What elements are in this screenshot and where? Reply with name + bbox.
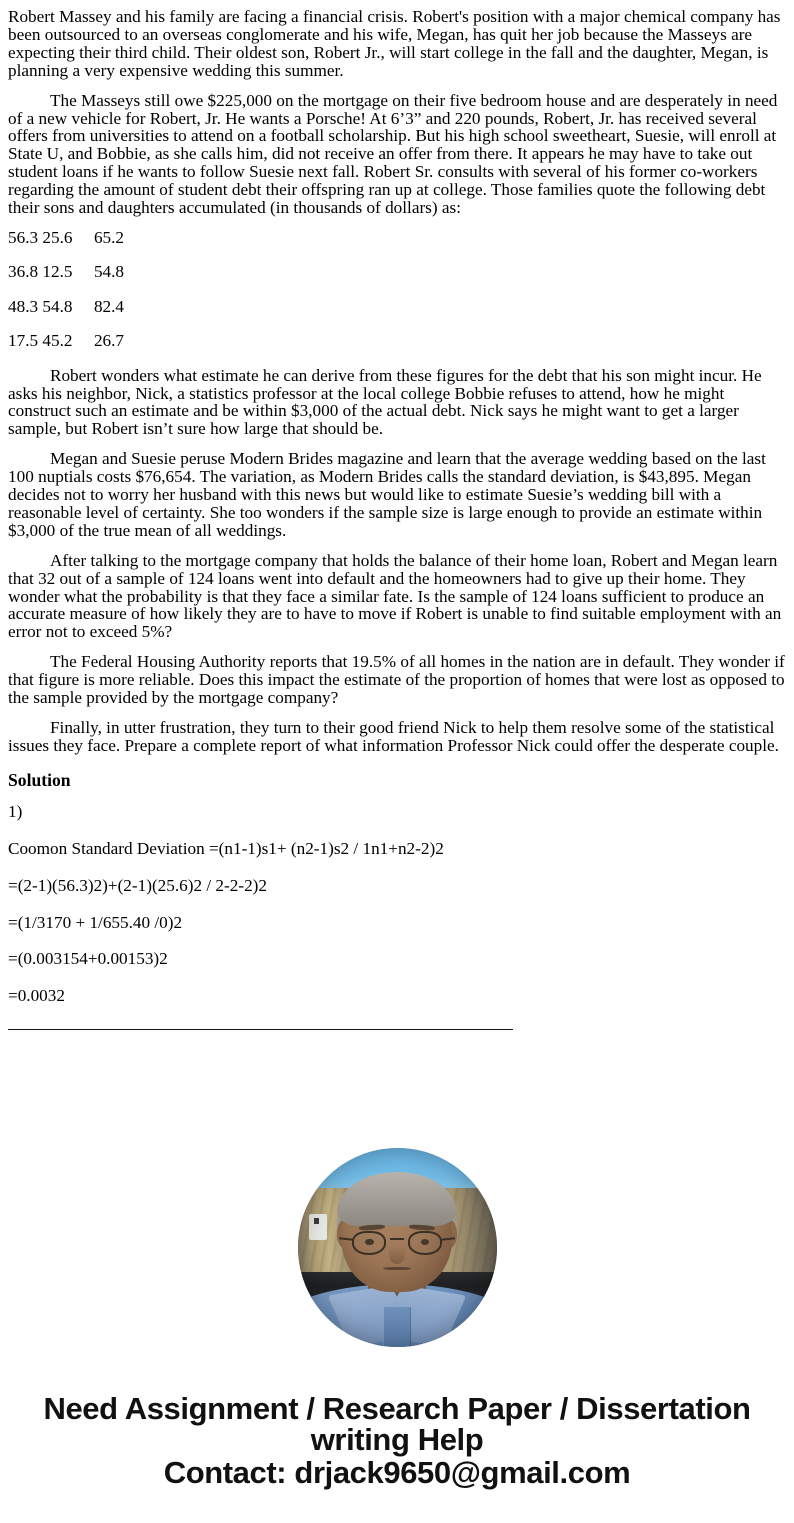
- solution-line-result: =0.0032: [8, 986, 65, 1006]
- data-row: 56.3 25.6 65.2: [8, 227, 125, 247]
- avatar-eyeglass-bridge: [390, 1238, 404, 1240]
- solution-line-formula: Coomon Standard Deviation =(n1-1)s1+ (n2-1)s2 / 1n1+n2-2)2: [8, 838, 444, 858]
- solution-line-formula: =(2-1)(56.3)2)+(2-1)(25.6)2 / 2-2-2)2: [8, 875, 267, 895]
- avatar-eyeglass-lens-right: [408, 1231, 442, 1255]
- paragraph-mortgage-and-debt: The Masseys still owe $225,000 on the mortgage on their five bedroom house and are desperately in need of a new vehicle for Robert, Jr. He wants a Porsche! At 6’3” and 220 pounds, Robert, Jr. has received several offers from universities to attend on a football scholarship. But his high school sweetheart, Suesie, will enroll at State U, and Bobbie, as she calls him, did not receive an offer from there. It appears he may have to take out student loans if he wants to follow Suesie next fall. Robert Sr. consults with several of his former co-workers regarding the amount of student debt their offspring ran up at college. Those families quote the following debt their sons and daughters accumulated (in thousands of dollars) as:: [8, 90, 778, 218]
- solution-line-number: 1): [8, 801, 23, 821]
- paragraph-fha-report: The Federal Housing Authority reports that 19.5% of all homes in the nation are in default. They wonder if that figure is more reliable. Does this impact the estimate of the proportion of homes that were lost as opposed to the sample provided by the mortgage company?: [8, 652, 785, 708]
- paragraph-wedding-costs: Megan and Suesie peruse Modern Brides magazine and learn that the average wedding based on the last 100 nuptials costs $76,654. The variation, as Modern Brides calls the standard deviation, is $43,895. Megan decides not to worry her husband with this news but would like to estimate Suesie’s wedding bill with a reasonable level of certainty. She too wonders if the sample size is large enough to provide an estimate within $3,000 of the true mean of all weddings.: [8, 449, 766, 540]
- paragraph-intro: Robert Massey and his family are facing a financial crisis. Robert's position with a major chemical company has been outsourced to an overseas conglomerate and his wife, Megan, has quit her job because the Masseys are expecting their third child. Their oldest son, Robert Jr., will start college in the fall and the daughter, Megan, is planning a very expensive wedding this summer.: [8, 7, 781, 80]
- avatar-eyeglass-lens-left: [352, 1231, 386, 1255]
- avatar-background-switch-dot: [314, 1218, 319, 1224]
- promo-footer: [8, 1391, 786, 1491]
- paragraph-loan-defaults: After talking to the mortgage company that holds the balance of their home loan, Robert and Megan learn that 32 out of a sample of 124 loans went into default and the homeowners had to give up their home. They wonder what the probability is that they face a similar fate. Is the sample of 124 loans sufficient to produce an accurate measure of how likely they are to have to move if Robert is unable to find suitable employment with an error not to exceed 5%?: [8, 550, 782, 642]
- avatar: [298, 1148, 497, 1347]
- student-debt-data-block: [8, 229, 786, 350]
- data-row: 17.5 45.2 26.7: [8, 331, 125, 351]
- avatar-nose: [389, 1246, 405, 1264]
- promo-contact-line: Contact: drjack9650@gmail.com: [163, 1455, 631, 1491]
- paragraph-final-request: Finally, in utter frustration, they turn to their good friend Nick to help them resolve some of the statistical issues they face. Prepare a complete report of what information Professor Nick could offer the desperate couple.: [8, 718, 779, 755]
- document-body: [8, 0, 786, 1030]
- avatar-container: [8, 1148, 786, 1347]
- paragraph-robert-estimate: Robert wonders what estimate he can derive from these figures for the debt that his son might incur. He asks his neighbor, Nick, a statistics professor at the local college Bobbie refuses to attend, how he might construct such an estimate and be within $3,000 of the actual debt. Nick says he might want to get a larger sample, but Robert isn’t sure how large that should be.: [8, 365, 762, 439]
- avatar-mouth: [383, 1267, 411, 1271]
- solution-line-formula: =(1/3170 + 1/655.40 /0)2: [8, 912, 183, 932]
- data-row: 36.8 12.5 54.8: [8, 262, 125, 282]
- avatar-shirt-placket: [383, 1307, 411, 1347]
- data-row: 48.3 54.8 82.4: [8, 296, 125, 316]
- solution-line-formula: =(0.003154+0.00153)2: [8, 949, 168, 969]
- section-divider: [8, 1029, 513, 1030]
- promo-headline-line-2: writing Help: [310, 1422, 484, 1458]
- solution-heading: Solution: [8, 769, 71, 790]
- promo-headline-line-1: Need Assignment / Research Paper / Dissertation: [43, 1391, 751, 1427]
